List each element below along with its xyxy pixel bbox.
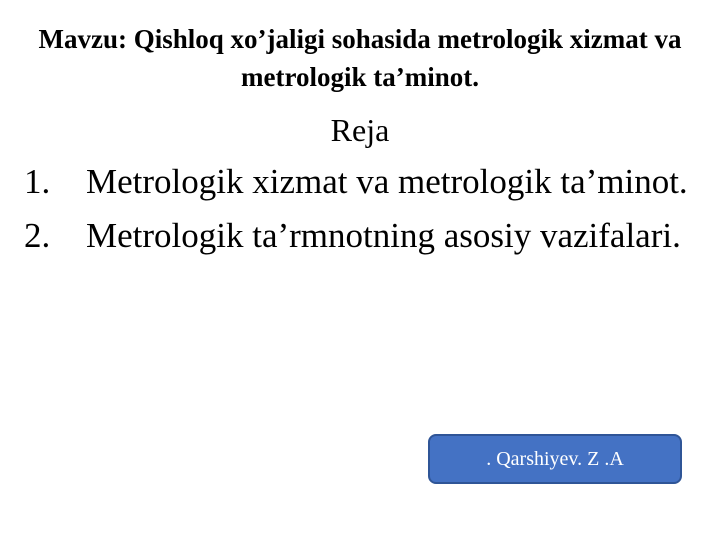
plan-item-text: Metrologik xizmat va metrologik ta’minot. (86, 162, 688, 201)
slide-title: Mavzu: Qishloq xo’jaligi sohasida metrologik xizmat va metrologik ta’minot. (38, 24, 682, 92)
plan-item (24, 214, 700, 258)
plan-list (24, 160, 700, 268)
plan-heading: Reja (330, 112, 390, 148)
author-box (428, 434, 682, 484)
plan-item-number: 1. (24, 162, 51, 201)
author-name: . Qarshiyev. Z .A (486, 447, 624, 470)
plan-item-number: 2. (24, 216, 51, 255)
plan-item (24, 160, 700, 204)
plan-item-text: Metrologik ta’rmnotning asosiy vazifalari. (86, 216, 681, 255)
